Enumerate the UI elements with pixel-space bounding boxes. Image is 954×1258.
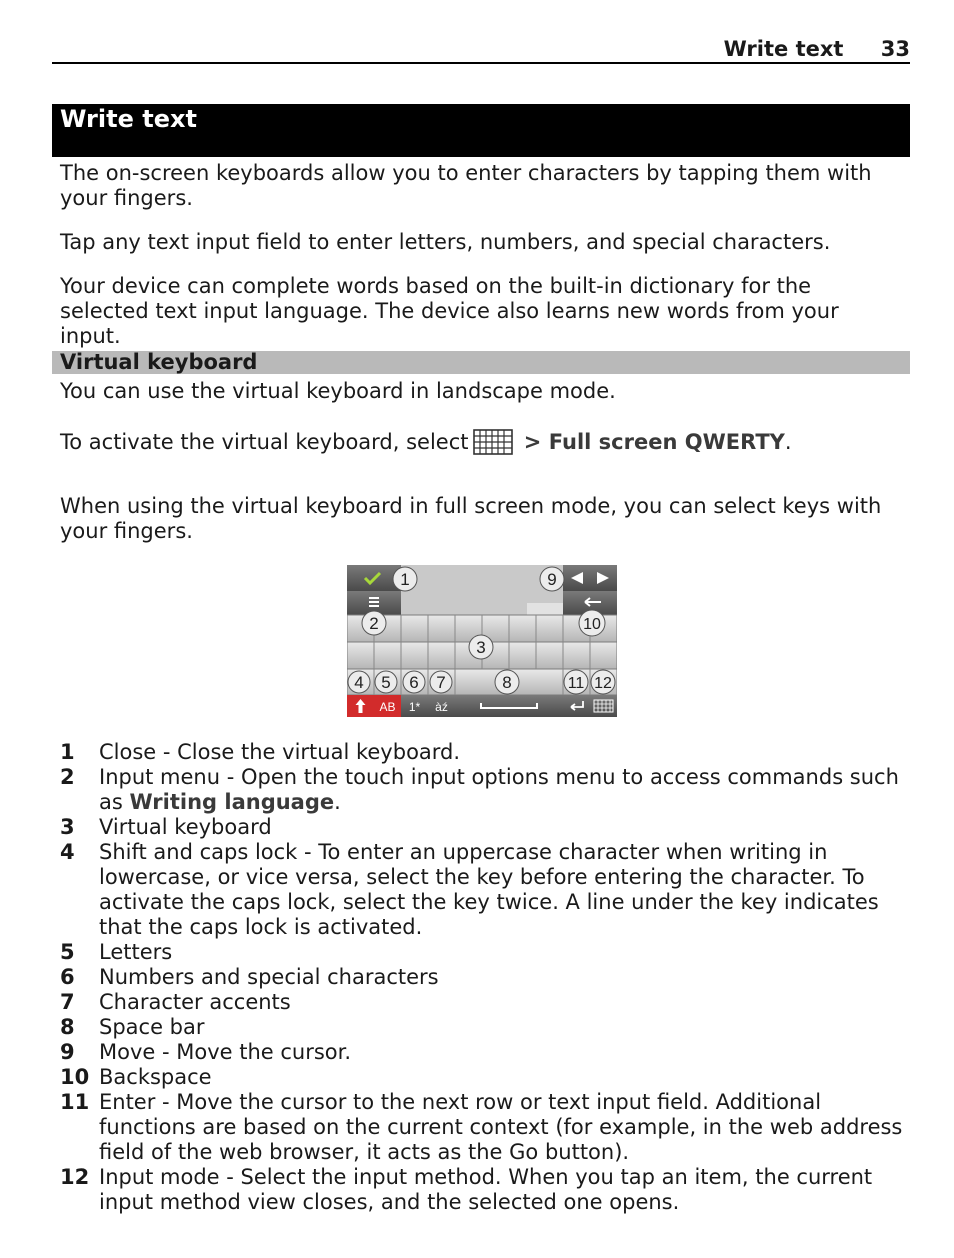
virtual-keyboard-heading (52, 351, 910, 374)
item-number: 7 (60, 990, 75, 1014)
keyboard-grid-icon (473, 429, 513, 461)
item-number: 2 (60, 765, 75, 789)
svg-text:4: 4 (354, 673, 364, 692)
item-number: 3 (60, 815, 75, 839)
enter-key (563, 695, 590, 717)
callout-10 (579, 610, 605, 636)
list-item (60, 1090, 910, 1165)
item-number: 5 (60, 940, 75, 964)
svg-text:1: 1 (400, 570, 410, 589)
svg-text:12: 12 (594, 675, 612, 692)
intro-paragraph-3: Your device can complete words based on the built-in dictionary for the selected text input language. The device also learns new words from your input. (60, 274, 839, 348)
activate-paragraph (60, 429, 905, 461)
list-item (60, 1165, 910, 1215)
list-item (60, 965, 910, 990)
intro-paragraph-2: Tap any text input field to enter letters, numbers, and special characters. (60, 230, 831, 254)
item-number: 6 (60, 965, 75, 989)
writing-language-option: Writing language (129, 790, 335, 814)
item-text: Enter - Move the cursor to the next row or text input field. Additional functions are based on the current context (for example, in the web address field of the web browser, it acts as the Go button). (99, 1090, 903, 1164)
callout-2 (362, 611, 386, 635)
space-bar (455, 695, 563, 717)
item-number: 9 (60, 1040, 75, 1064)
callout-12 (591, 670, 615, 694)
list-item (60, 940, 910, 965)
callout-6 (403, 671, 425, 693)
list-item (60, 815, 910, 840)
item-text: Input menu - Open the touch input options menu to access commands such as (99, 765, 899, 814)
running-header-title: Write text (723, 37, 844, 61)
list-item (60, 840, 910, 940)
callout-1 (393, 567, 417, 591)
svg-text:2: 2 (369, 614, 379, 633)
activate-prefix: To activate the virtual keyboard, select (60, 430, 469, 454)
svg-text:5: 5 (381, 673, 391, 692)
item-text: Close - Close the virtual keyboard. (99, 740, 461, 764)
svg-text:9: 9 (547, 570, 557, 589)
list-item (60, 740, 910, 765)
item-text: Move - Move the cursor. (99, 1040, 352, 1064)
svg-text:3: 3 (476, 638, 486, 657)
subsection-title: Virtual keyboard (60, 350, 258, 374)
activate-separator: > (516, 430, 549, 454)
item-text: Input mode - Select the input method. When you tap an item, the current input method view closes, and the selected one opens. (99, 1165, 873, 1214)
running-header (52, 36, 910, 64)
section-title: Write text (60, 105, 197, 133)
item-text: Space bar (99, 1015, 205, 1039)
list-item (60, 1065, 910, 1090)
svg-text:6: 6 (409, 673, 419, 692)
item-number: 1 (60, 740, 75, 764)
item-text: Numbers and special characters (99, 965, 439, 989)
letters-key-label: AB (379, 700, 396, 714)
fullscreen-paragraph: When using the virtual keyboard in full screen mode, you can select keys with your fingers. (60, 494, 882, 543)
section-title-bar (52, 104, 910, 157)
svg-text:8: 8 (502, 673, 512, 692)
intro-paragraph-1: The on-screen keyboards allow you to enter characters by tapping them with your fingers. (60, 161, 872, 210)
item-text: Shift and caps lock - To enter an uppercase character when writing in lowercase, or vice versa, select the key before entering the character. To activate the caps lock, select the key twice. A line under the key indicates that the caps lock is activated. (99, 840, 879, 939)
accents-key-label: àź (435, 700, 448, 714)
item-number: 4 (60, 840, 75, 864)
list-item (60, 990, 910, 1015)
full-screen-qwerty-option: Full screen QWERTY (548, 430, 785, 454)
svg-text:11: 11 (567, 675, 585, 692)
svg-text:7: 7 (436, 673, 446, 692)
activate-suffix: . (784, 430, 792, 454)
item-text: Character accents (99, 990, 291, 1014)
page-number: 33 (880, 37, 910, 61)
callout-9 (540, 567, 564, 591)
item-text: Backspace (99, 1065, 212, 1089)
item-text-after: . (334, 790, 341, 814)
callout-11 (564, 670, 588, 694)
item-number: 8 (60, 1015, 75, 1039)
keyboard-legend-list (60, 740, 910, 1215)
callout-5 (375, 671, 397, 693)
list-item (60, 1015, 910, 1040)
list-item (60, 1040, 910, 1065)
item-text: Letters (99, 940, 173, 964)
item-number: 12 (60, 1165, 90, 1189)
item-text: Virtual keyboard (99, 815, 272, 839)
callout-8 (495, 670, 519, 694)
numbers-key-label: 1* (408, 700, 421, 714)
list-item (60, 765, 910, 815)
item-number: 11 (60, 1090, 90, 1114)
virtual-keyboard-figure (347, 565, 617, 717)
callout-3 (469, 635, 493, 659)
svg-text:10: 10 (583, 616, 601, 633)
callout-7 (430, 671, 452, 693)
item-number: 10 (60, 1065, 90, 1089)
callout-4 (348, 671, 370, 693)
landscape-paragraph: You can use the virtual keyboard in landscape mode. (60, 379, 616, 403)
